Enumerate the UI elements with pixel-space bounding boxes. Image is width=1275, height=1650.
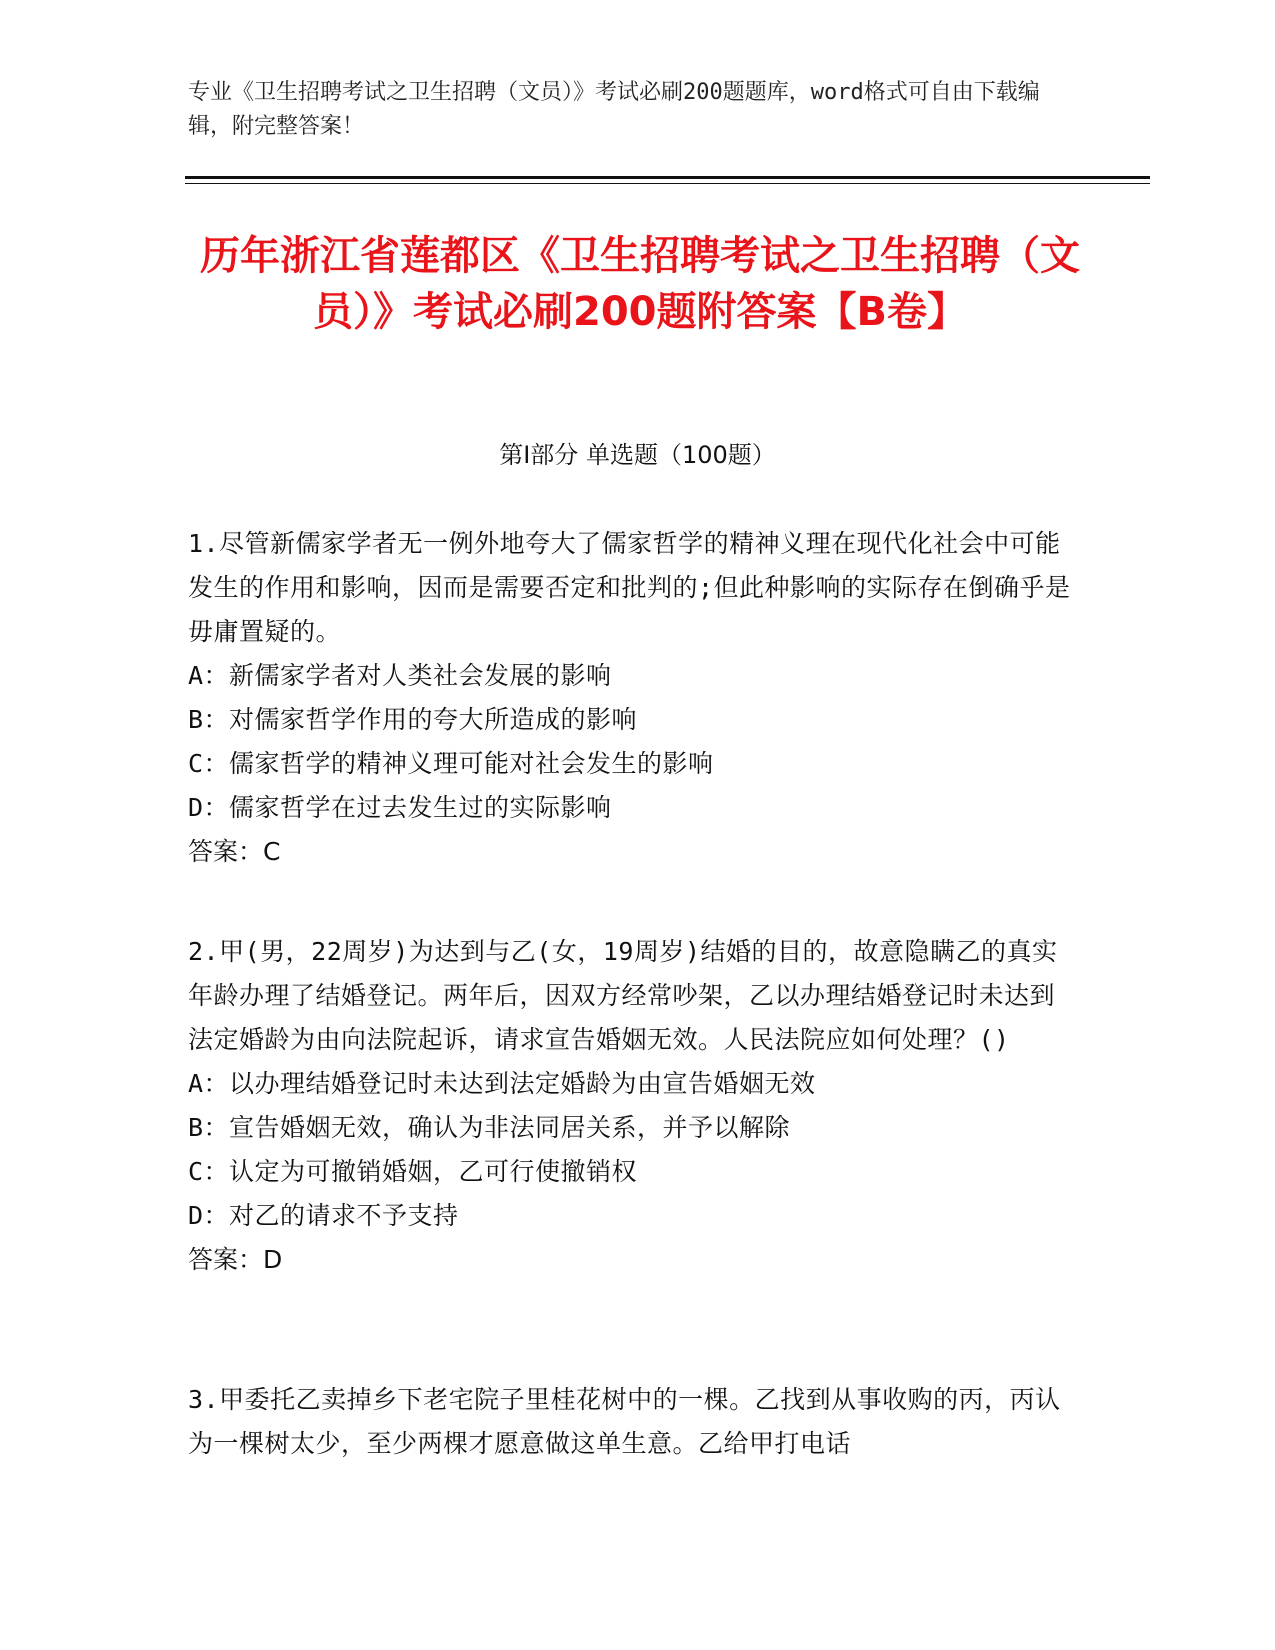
answer-line: 答案：C [188, 837, 281, 866]
option-c: C：认定为可撤销婚姻，乙可行使撤销权 [188, 1157, 638, 1186]
question-1 [188, 522, 1078, 874]
option-b: B：对儒家哲学作用的夸大所造成的影响 [188, 705, 638, 734]
answer-line: 答案：D [188, 1245, 283, 1274]
option-c: C：儒家哲学的精神义理可能对社会发生的影响 [188, 749, 714, 778]
option-a: A：新儒家学者对人类社会发展的影响 [188, 661, 612, 690]
header-rule-thick [185, 176, 1150, 179]
header-rule-thin [185, 183, 1150, 184]
option-d: D：对乙的请求不予支持 [188, 1201, 459, 1230]
question-2 [188, 930, 1078, 1282]
question-stem: 1.尽管新儒家学者无一例外地夸大了儒家哲学的精神义理在现代化社会中可能发生的作用和影响，因而是需要否定和批判的;但此种影响的实际存在倒确乎是毋庸置疑的。 [188, 529, 1071, 646]
header-note: 专业《卫生招聘考试之卫生招聘（文员）》考试必刷200题题库，word格式可自由下载编辑，附完整答案！ [188, 80, 1040, 139]
question-stem: 2.甲(男，22周岁)为达到与乙(女，19周岁)结婚的目的，故意隐瞒乙的真实年龄办理了结婚登记。两年后，因双方经常吵架，乙以办理结婚登记时未达到法定婚龄为由向法院起诉，请求宣告婚姻无效。人民法院应如何处理？() [188, 937, 1058, 1054]
option-a: A：以办理结婚登记时未达到法定婚龄为由宣告婚姻无效 [188, 1069, 816, 1098]
question-stem: 3.甲委托乙卖掉乡下老宅院子里桂花树中的一棵。乙找到从事收购的丙，丙认为一棵树太少，至少两棵才愿意做这单生意。乙给甲打电话 [188, 1385, 1061, 1458]
document-title: 历年浙江省莲都区《卫生招聘考试之卫生招聘（文员）》考试必刷200题附答案【B卷】 [200, 233, 1080, 335]
option-d: D：儒家哲学在过去发生过的实际影响 [188, 793, 612, 822]
question-3 [188, 1378, 1078, 1466]
section-heading: 第Ⅰ部分 单选题（100题） [499, 441, 776, 469]
option-b: B：宣告婚姻无效，确认为非法同居关系，并予以解除 [188, 1113, 791, 1142]
